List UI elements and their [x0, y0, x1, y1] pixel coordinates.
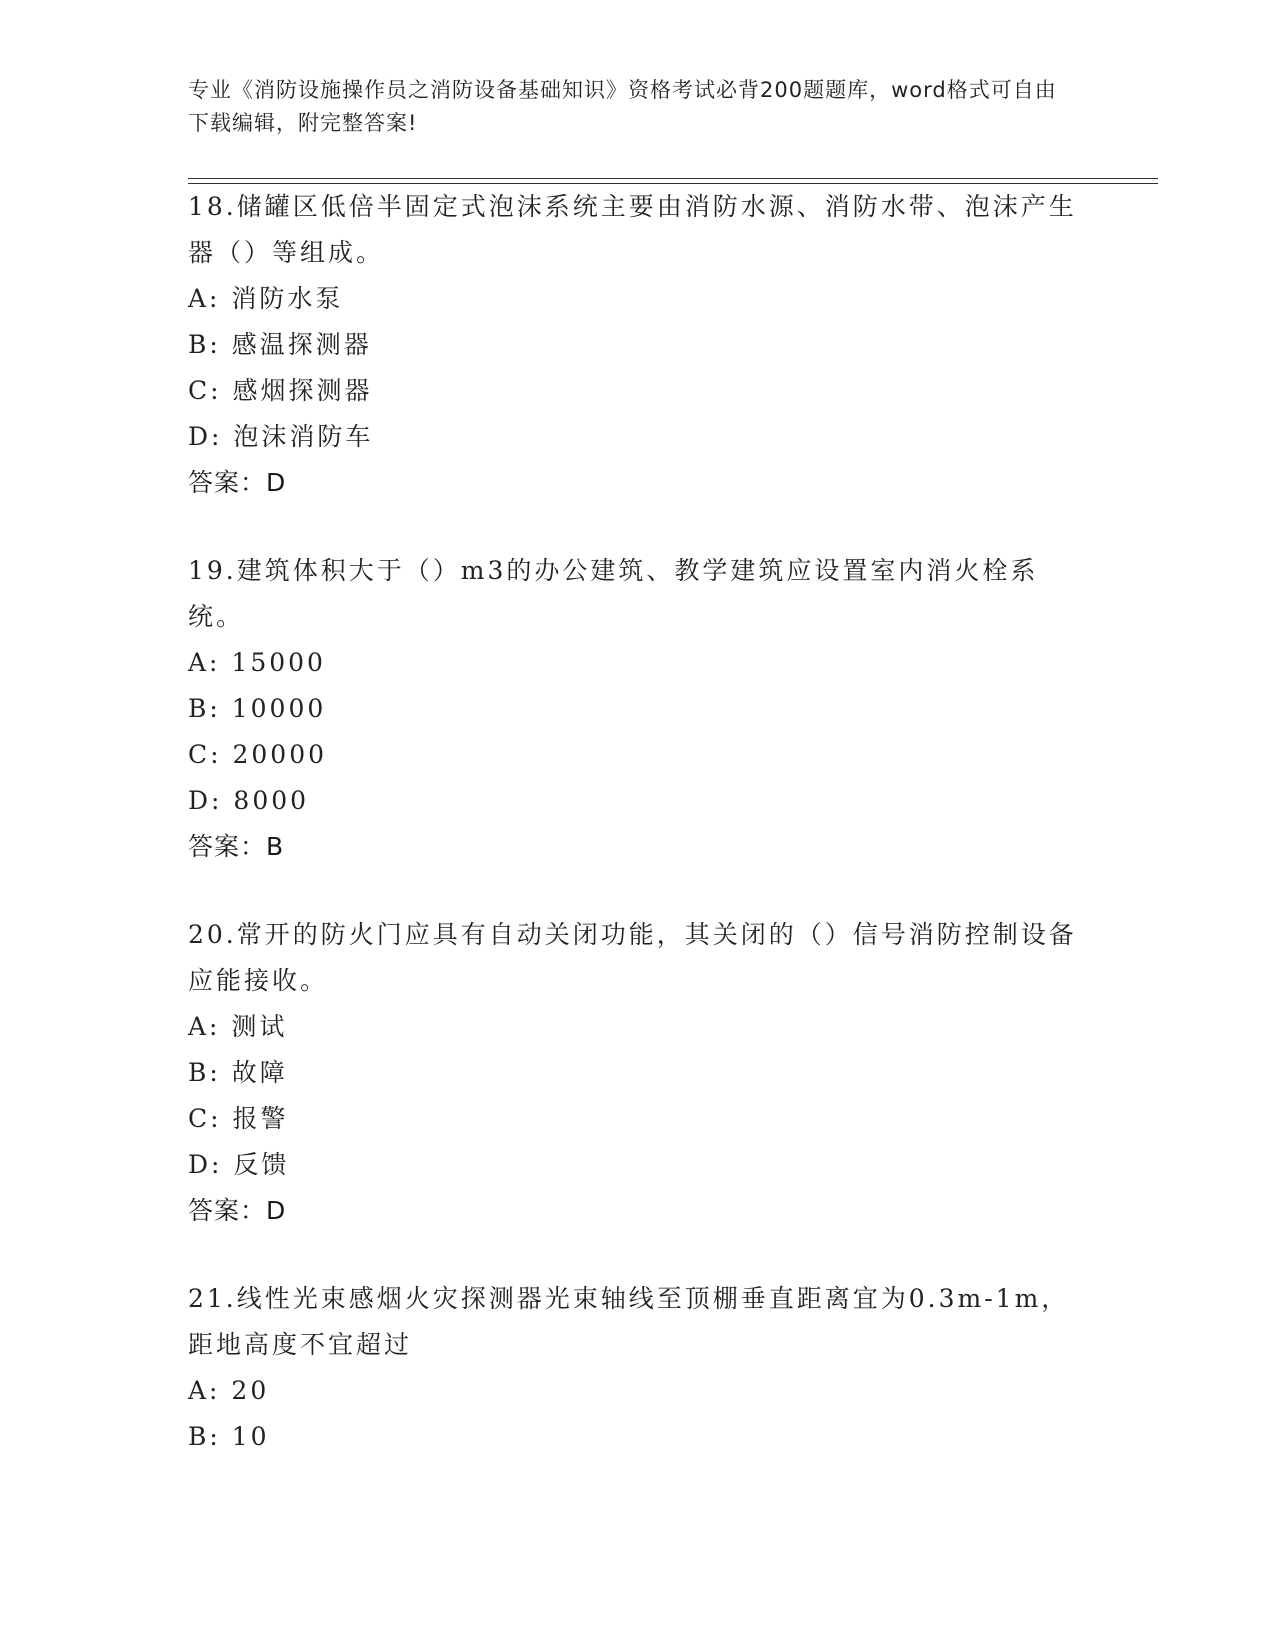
option-a: A: 20	[188, 1376, 270, 1405]
option-a: A: 15000	[188, 648, 326, 677]
option-c: C: 报警	[188, 1104, 289, 1133]
question-21	[188, 1276, 1088, 1460]
option-d: D: 8000	[188, 786, 310, 815]
answer-line: 答案：B	[188, 832, 285, 861]
question-stem: 18.储罐区低倍半固定式泡沫系统主要由消防水源、消防水带、泡沫产生器（）等组成。	[188, 192, 1077, 267]
document-header: 专业《消防设施操作员之消防设备基础知识》资格考试必背200题题库，word格式可自由下载编辑，附完整答案!	[188, 78, 1057, 135]
option-b: B: 10	[188, 1422, 270, 1451]
question-20	[188, 912, 1088, 1234]
question-18	[188, 184, 1088, 506]
option-a: A: 测试	[188, 1012, 288, 1041]
option-a: A: 消防水泵	[188, 284, 344, 313]
answer-line: 答案：D	[188, 1196, 287, 1225]
option-d: D: 泡沫消防车	[188, 422, 374, 451]
question-stem: 20.常开的防火门应具有自动关闭功能，其关闭的（）信号消防控制设备应能接收。	[188, 920, 1077, 995]
question-stem: 19.建筑体积大于（）m3的办公建筑、教学建筑应设置室内消火栓系统。	[188, 556, 1039, 631]
option-c: C: 感烟探测器	[188, 376, 373, 405]
header-divider-top	[188, 178, 1158, 179]
option-b: B: 故障	[188, 1058, 288, 1087]
option-b: B: 10000	[188, 694, 327, 723]
option-d: D: 反馈	[188, 1150, 290, 1179]
option-b: B: 感温探测器	[188, 330, 372, 359]
question-19	[188, 548, 1088, 870]
question-stem: 21.线性光束感烟火灾探测器光束轴线至顶棚垂直距离宜为0.3m-1m，距地高度不宜超过	[188, 1284, 1070, 1359]
option-c: C: 20000	[188, 740, 328, 769]
answer-line: 答案：D	[188, 468, 287, 497]
